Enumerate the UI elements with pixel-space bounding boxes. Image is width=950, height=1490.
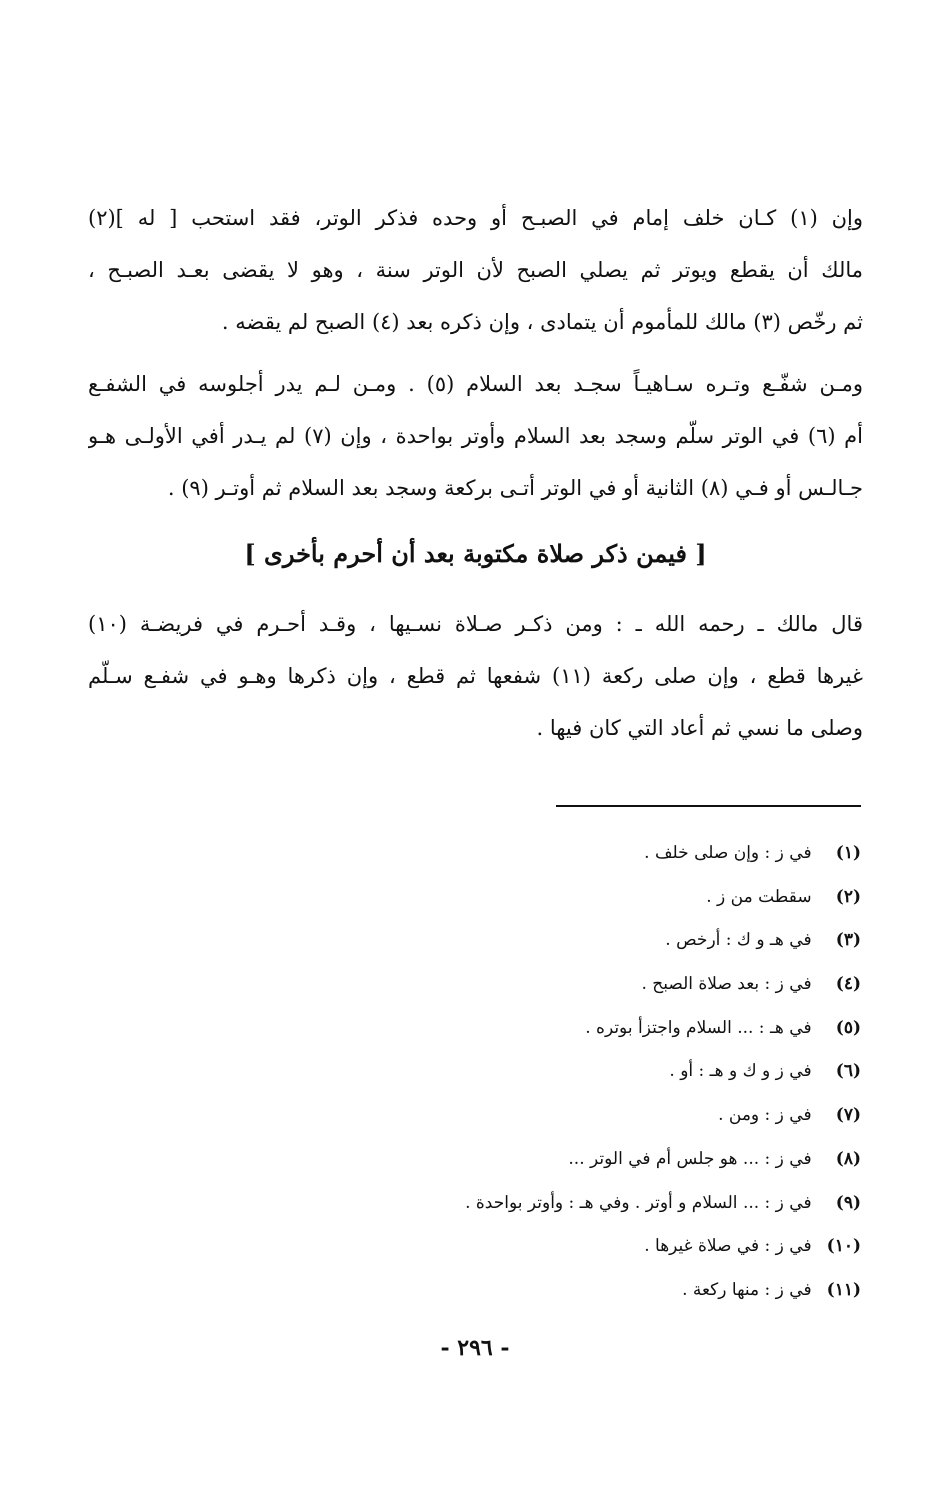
paragraph-witr-doubled <box>88 358 863 514</box>
footnote-text: في ز : في صلاة غيرها . <box>644 1236 812 1257</box>
footnote-item <box>300 1007 861 1051</box>
footnote-number: (١١) <box>826 1279 861 1300</box>
footnote-text: في ز : ... هو جلس أم في الوتر ... <box>568 1148 812 1169</box>
footnote-text: في هـ و ك : أرخص . <box>665 930 812 951</box>
page-number: - ٢٩٦ - <box>440 1335 510 1361</box>
footnote-item <box>300 1050 861 1094</box>
text-line: وإن (١) كـان خلف إمام في الصبـح أو وحده فذكر الوتر، فقد استحب [ له ](٢) <box>88 206 863 230</box>
footnote-number: (٧) <box>835 1105 861 1126</box>
footnotes-list <box>300 832 861 1313</box>
footnote-item <box>300 963 861 1007</box>
paragraph-remembered-prayer <box>88 598 863 754</box>
footnote-number: (١٠) <box>826 1236 861 1257</box>
main-text-block <box>88 192 863 514</box>
footnote-number: (٥) <box>835 1017 861 1038</box>
footnote-number: (٦) <box>835 1061 861 1082</box>
footnote-item <box>300 1225 861 1269</box>
footnote-text: في ز و ك و هـ : أو . <box>669 1061 812 1082</box>
footnote-item <box>300 876 861 920</box>
footnote-text: في ز : وإن صلى خلف . <box>644 843 812 863</box>
text-line: غيرها قطع ، وإن صلى ركعة (١١) شفعها ثم قطع ، وإن ذكرها وهـو في شفـع سـلّم <box>88 664 863 688</box>
footnote-item <box>300 1269 861 1313</box>
footnote-text: في هـ : ... السلام واجتزأ بوتره . <box>585 1017 812 1038</box>
text-line: ومـن شفّـع وتـره سـاهيـاً سجـد بعد السلام (٥) . ومـن لـم يدر أجلوسه في الشفـع <box>88 372 863 396</box>
footnote-text: في ز : بعد صلاة الصبح . <box>641 974 812 995</box>
footnote-item <box>300 919 861 963</box>
text-line: مالك أن يقطع ويوتر ثم يصلي الصبح لأن الوتر سنة ، وهو لا يقضى بعـد الصبـح ، <box>88 258 863 282</box>
footnote-text: في ز : ومن . <box>718 1105 812 1126</box>
footnote-item <box>300 1094 861 1138</box>
footnote-item <box>300 1182 861 1226</box>
footnote-number: (٢) <box>835 886 861 907</box>
text-line: أم (٦) في الوتر سلّم وسجد بعد السلام وأوتر بواحدة ، وإن (٧) لم يـدر أفي الأولـى هـو <box>88 424 863 448</box>
footnote-number: (١) <box>835 843 861 863</box>
footnote-text: سقطت من ز . <box>706 886 812 907</box>
footnote-number: (٣) <box>835 930 861 951</box>
text-line: ثم رخّص (٣) مالك للمأموم أن يتمادى ، وإن ذكره بعد (٤) الصبح لم يقضه . <box>221 310 863 334</box>
text-line: وصلى ما نسي ثم أعاد التي كان فيها . <box>536 716 863 740</box>
footnote-text: في ز : منها ركعة . <box>682 1279 812 1300</box>
text-line: جـالـس أو فـي (٨) الثانية أو في الوتر أتـى بركعة وسجد بعد السلام ثم أوتـر (٩) . <box>167 476 863 500</box>
footnote-text: في ز : ... السلام و أوتر . وفي هـ : وأوتر بواحدة . <box>465 1192 812 1213</box>
footnote-number: (٨) <box>835 1148 861 1169</box>
footnote-number: (٤) <box>835 974 861 995</box>
paragraph-witr-behind-imam <box>88 192 863 348</box>
section-heading: [ فيمن ذكر صلاة مكتوبة بعد أن أحرم بأخرى ] <box>244 539 707 568</box>
footnote-item <box>300 1138 861 1182</box>
text-line: قال مالك ـ رحمه الله ـ : ومن ذكـر صـلاة نسـيها ، وقـد أحـرم في فريضـة (١٠) <box>88 612 863 636</box>
footnote-item <box>300 832 861 876</box>
footnote-number: (٩) <box>835 1192 861 1213</box>
footnote-separator <box>556 805 861 807</box>
section-text-block <box>88 598 863 754</box>
